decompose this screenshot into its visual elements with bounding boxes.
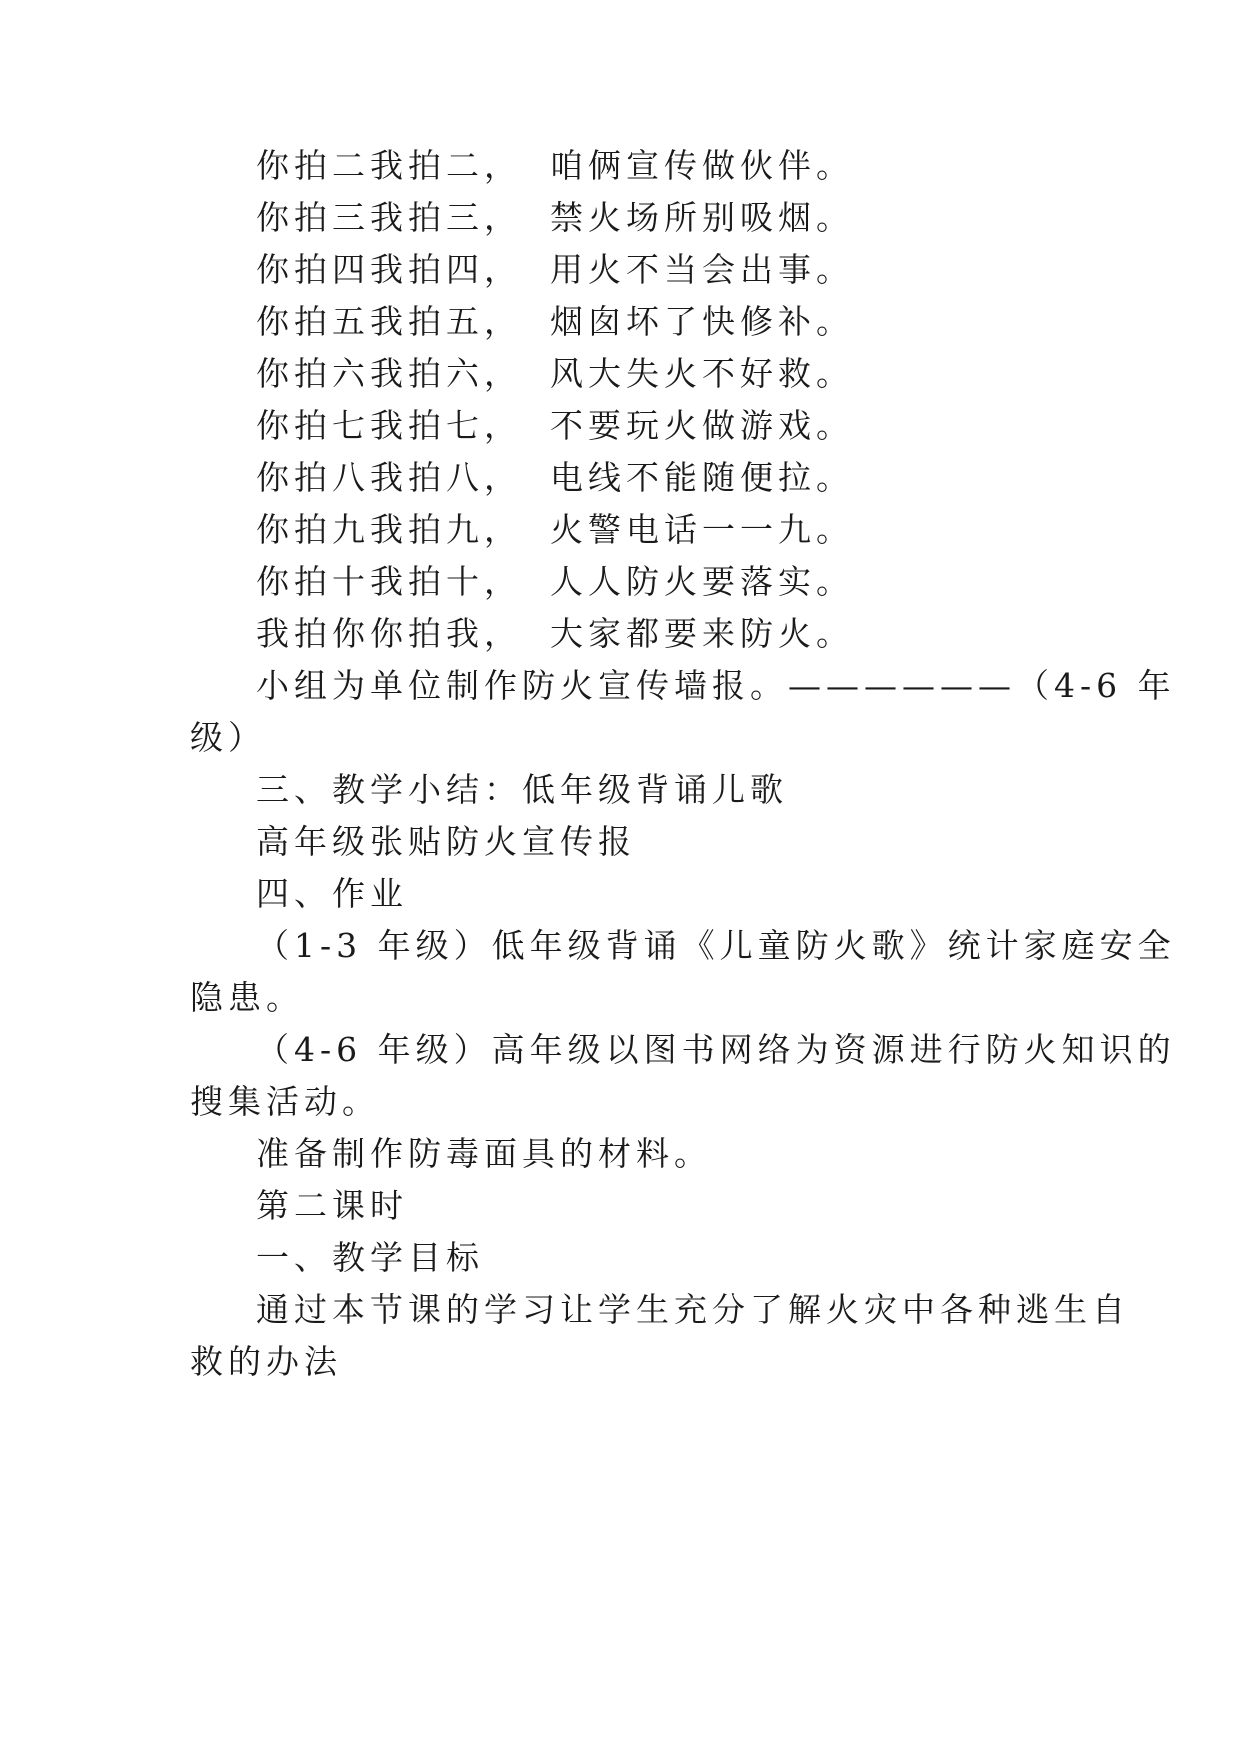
objective-line-2: 救的办法 [190, 1342, 342, 1381]
homework-high-line-1: （4-6 年级）高年级以图书网络为资源进行防火知识的 [256, 1030, 1176, 1069]
rhyme-line-8 [256, 449, 854, 507]
rhyme-clap: 你拍八我拍八， [256, 458, 522, 497]
rhyme-clap: 你拍六我拍六， [256, 354, 522, 393]
poster-task-line-2: 级） [190, 718, 266, 757]
rhyme-clap: 你拍十我拍十， [256, 562, 522, 601]
rhyme-line-5 [256, 293, 854, 351]
rhyme-clap: 你拍五我拍五， [256, 302, 522, 341]
homework-heading: 四、作业 [256, 874, 408, 913]
lesson-two-heading: 第二课时 [256, 1186, 408, 1225]
rhyme-verse: 火警电话一一九。 [550, 510, 854, 549]
rhyme-clap: 我拍你你拍我， [256, 614, 522, 653]
rhyme-clap: 你拍三我拍三， [256, 198, 522, 237]
homework-low-line-1: （1-3 年级）低年级背诵《儿童防火歌》统计家庭安全 [256, 926, 1176, 965]
rhyme-line-3 [256, 189, 854, 247]
rhyme-verse: 人人防火要落实。 [550, 562, 854, 601]
homework-high-line-2: 搜集活动。 [190, 1082, 380, 1121]
objective-line-1: 通过本节课的学习让学生充分了解火灾中各种逃生自 [256, 1290, 1130, 1329]
prepare-materials: 准备制作防毒面具的材料。 [256, 1134, 712, 1173]
rhyme-verse: 烟囱坏了快修补。 [550, 302, 854, 341]
rhyme-clap: 你拍四我拍四， [256, 250, 522, 289]
summary-heading: 三、教学小结：低年级背诵儿歌 [256, 770, 788, 809]
rhyme-clap: 你拍九我拍九， [256, 510, 522, 549]
rhyme-verse: 禁火场所别吸烟。 [550, 198, 854, 237]
rhyme-line-final [256, 605, 854, 663]
rhyme-line-6 [256, 345, 854, 403]
rhyme-verse: 用火不当会出事。 [550, 250, 854, 289]
rhyme-line-4 [256, 241, 854, 299]
objective-heading: 一、教学目标 [256, 1238, 484, 1277]
rhyme-clap: 你拍七我拍七， [256, 406, 522, 445]
rhyme-verse: 大家都要来防火。 [550, 614, 854, 653]
rhyme-line-9 [256, 501, 854, 559]
rhyme-clap: 你拍二我拍二， [256, 146, 522, 185]
rhyme-line-2 [256, 137, 854, 195]
rhyme-line-7 [256, 397, 854, 455]
rhyme-verse: 咱俩宣传做伙伴。 [550, 146, 854, 185]
poster-task-line-1: 小组为单位制作防火宣传墙报。——————（4-6 年 [256, 666, 1176, 705]
homework-low-line-2: 隐患。 [190, 978, 304, 1017]
rhyme-line-10 [256, 553, 854, 611]
rhyme-verse: 不要玩火做游戏。 [550, 406, 854, 445]
rhyme-verse: 风大失火不好救。 [550, 354, 854, 393]
rhyme-verse: 电线不能随便拉。 [550, 458, 854, 497]
summary-high-grade: 高年级张贴防火宣传报 [256, 822, 636, 861]
